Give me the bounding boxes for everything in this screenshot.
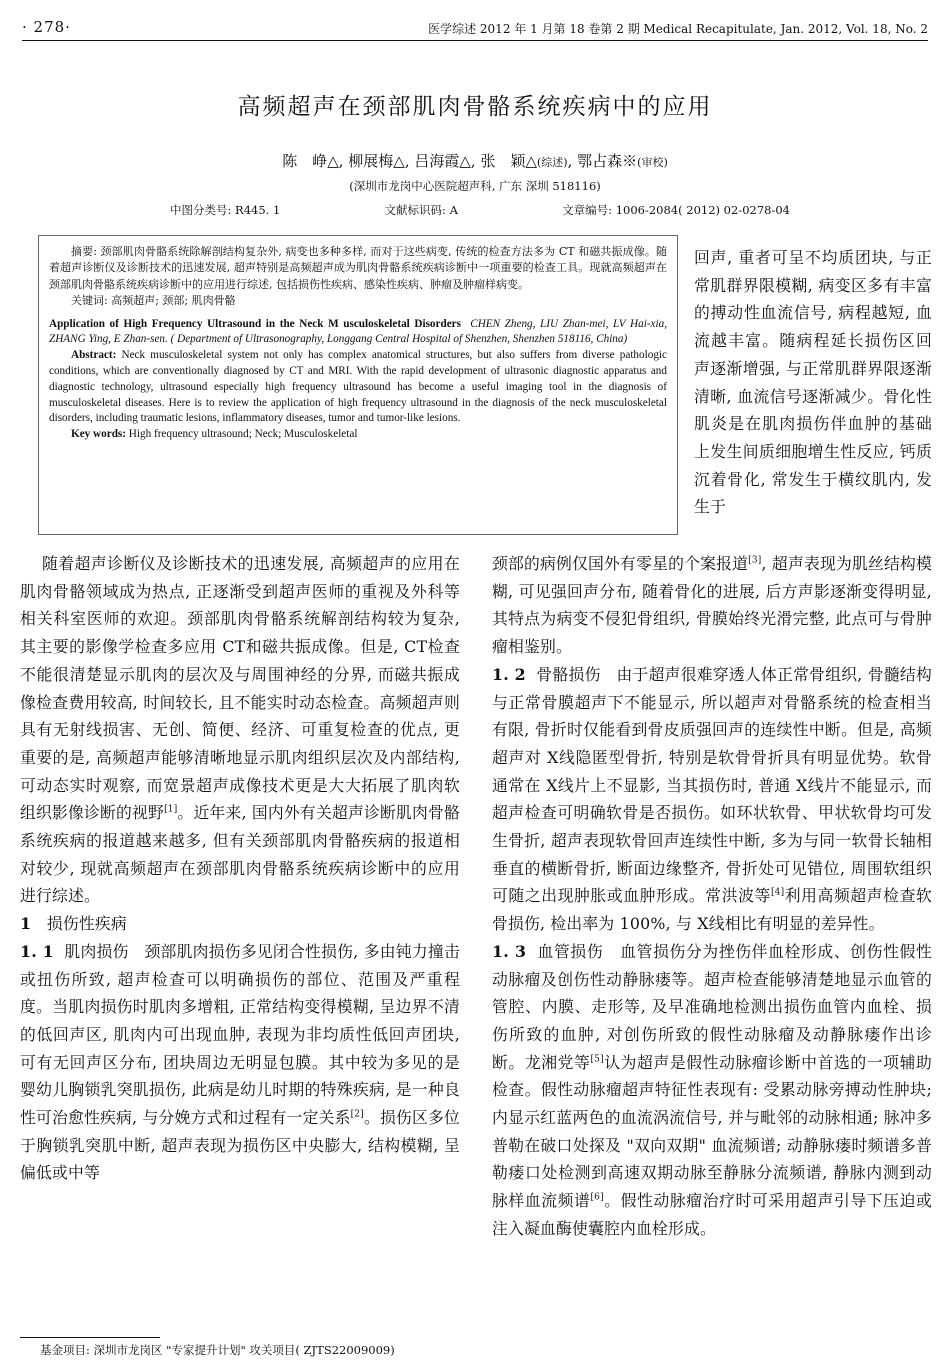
english-keywords-label: Key words: <box>71 428 126 441</box>
section-1-3-text-b: 认为超声是假性动脉瘤诊断中首选的一项辅助检查。假性动脉瘤超声特征性表现有: 受累动脉旁搏动性肿块; 内显示红蓝两色的血流涡流信号, 并与毗邻的动脉相通; 脉冲多普勒在破口处探及 "双向双期" 血流频谱; 动静脉瘘时频谱多普勒瘘口处检测到高速双期动脉至静脉分流频谱, 静脉内测到动脉样血流频谱 <box>492 1052 932 1211</box>
right-text-a: 颈部的病例仅国外有零星的个案报道 <box>492 554 749 573</box>
right-top-text: 回声, 重者可呈不均质团块, 与正常肌群界限模糊, 病变区多有丰富的搏动性血流信号, 病程越短, 血流越丰富。随病程延长损伤区回声逐渐增强, 与正常肌群界限逐渐清晰, 血流信号逐渐减少。骨化性肌炎是在肌肉损伤伴血肿的基础上发生间质细胞增生性反应, 钙质沉着骨化, 常发生于横纹肌内, 发生于 <box>694 248 932 517</box>
section-1-2 <box>492 661 932 938</box>
section-1-3-number: 1. 3 <box>492 941 527 961</box>
abstract-cn: 摘要: 颈部肌肉骨骼系统除解剖结构复杂外, 病变也多种多样, 而对于这些病变, 传统的检查方法多为 CT 和磁共振成像。随着超声诊断仪及诊断技术的迅速发展, 超声特别是高频超声成为肌肉骨骼系统疾病诊断中一项重要的检查工具。现就高频超声在颈部肌肉骨骼系统疾病诊断中的应用进行综述, 包括损伤性疾病、感染性疾病、肿瘤及肿瘤样病变。 <box>49 245 667 291</box>
article-title: 高频超声在颈部肌肉骨骼系统疾病中的应用 <box>237 94 713 120</box>
right-text-b: , 超声表现为肌丝结构模糊, 可见强回声分布, 随着骨化的进展, 后方声影逐渐变得明显, 其特点为病变不侵犯骨组织, 骨膜始终光滑完整, 此点可与骨肿瘤相鉴别。 <box>492 554 932 657</box>
footnote-rule <box>20 1337 160 1338</box>
supervisor-role: (审校) <box>637 156 668 169</box>
article-number: 文章编号: 1006-2084( 2012) 02-0278-04 <box>562 203 790 217</box>
english-keywords <box>49 427 667 443</box>
document-code: 文献标识码: A <box>384 203 458 217</box>
citation-ref: [4] <box>770 888 785 899</box>
citation-ref: [6] <box>590 1192 604 1203</box>
section-1-3-text-a: 血管损伤分为挫伤伴血栓形成、创伤性假性动脉瘤及创伤性动静脉瘘等。超声检查能够清楚地显示血管的管腔、内膜、走形等, 及早准确地检测出损伤血管内血栓、损伤所致的血肿, 对创伤所致的假性动脉瘤及动静脉瘘作出诊断。龙湘党等 <box>492 941 932 1072</box>
section-1-1-title: 肌肉损伤 <box>64 941 129 961</box>
section-1-3 <box>492 938 932 1243</box>
section-1-2-number: 1. 2 <box>492 664 526 684</box>
author-role-review: (综述) <box>537 156 568 169</box>
author-line: 陈 峥△, 柳展梅△, 吕海霞△, 张 颖△(综述), 鄂占森※(审校) <box>282 152 668 170</box>
header-rule <box>22 40 928 41</box>
citation-ref: [1] <box>164 805 178 816</box>
english-authors: CHEN Zheng, LIU Zhan-mei, LV Hai-xia, ZHANG Ying, E Zhan-sen. ( Department of Ultrasonography, Longgang Central Hospital of Shenzhen, Shenzhen 518116, China) <box>49 317 668 346</box>
section-1-2-title: 骨骼损伤 <box>536 664 601 684</box>
journal-header: 医学综述 2012 年 1 月第 18 卷第 2 期 Medical Recapitulate, Jan. 2012, Vol. 18, No. 2 <box>428 22 928 36</box>
clc-number: 中图分类号: R445. 1 <box>170 203 281 217</box>
intro-text-b: 。近年来, 国内外有关超声诊断肌肉骨骼系统疾病的报道越来越多, 但有关颈部肌肉骨骼疾病的报道相对较少, 现就高频超声在颈部肌肉骨骼系统疾病诊断中的应用进行综述。 <box>20 803 460 906</box>
section-1-2-text-b: 利用高频超声检查软骨损伤, 检出率为 100%, 与 X线相比有明显的差异性。 <box>492 886 932 934</box>
section-1-title: 损伤性疾病 <box>46 914 127 934</box>
english-abstract-text: Neck musculoskeletal system not only has complex anatomical structures, but also suffers from diverse pathologic conditions, which are conventionally diagnosed by CT and MRI. With the rapid development of ultrasonic diagnostic apparatus and diagnostic technology, ultrasound especially high frequency ultrasound has become a useful imaging tool in the diagnosis of musculoskeletal diseases. Here is to review the application of high frequency ultrasound in the diagnosis of the neck musculoskeletal disorders, including traumatic lesions, inflammatory diseases, tumor and tumor-like lesions. <box>49 349 667 425</box>
english-keywords-text: High frequency ultrasound; Neck; Musculoskeletal <box>128 428 358 441</box>
english-title: Application of High Frequency Ultrasound in the Neck M usculoskeletal Disorders <box>49 317 461 330</box>
right-top-column <box>694 244 932 521</box>
section-1-2-text-a: 由于超声很难穿透人体正常骨组织, 骨髓结构与正常骨膜超声下不能显示, 所以超声对骨骼系统的检查相当有限, 骨折时仅能看到骨皮质强回声的连续性中断。但是, 高频超声对 X线隐匿型骨折, 特别是软骨骨折具有明显优势。软骨通常在 X线片上不显影, 当其损伤时, 普通 X线片不能显示, 而超声检查可明确软骨是否损伤。如环状软骨、甲状软骨均可发生骨折, 超声表现软骨回声连续性中断, 多为与同一软骨长轴相垂直的横断骨折, 断面边缘整齐, 骨折处可见错位, 周围软组织可随之出现肿胀或血肿形成。常洪波等 <box>492 664 932 906</box>
right-continuation <box>492 550 932 661</box>
english-title-block <box>49 317 667 349</box>
section-1-number: 1 <box>20 914 32 934</box>
section-1-1 <box>20 938 460 1187</box>
section-1-1-text-a: 颈部肌肉损伤多见闭合性损伤, 多由钝力撞击或扭伤所致, 超声检查可以明确损伤的部位、范围及严重程度。当肌肉损伤时肌肉多增粗, 正常结构变得模糊, 呈边界不清的低回声区, 肌肉内可出现血肿, 表现为非均质性低回声团块, 可有无回声区分布, 团块周边无明显包膜。其中较为多见的是婴幼儿胸锁乳突肌损伤, 此病是幼儿时期的特殊疾病, 是一种良性可治愈性疾病, 与分娩方式和过程有一定关系 <box>20 941 460 1128</box>
left-column <box>20 550 460 1187</box>
article-meta <box>170 202 790 218</box>
section-1-3-title: 血管损伤 <box>537 941 604 961</box>
funding-footnote: 基金项目: 深圳市龙岗区 "专家提升计划" 攻关项目( ZJTS22009009) <box>40 1343 395 1357</box>
citation-ref: [3] <box>748 555 762 566</box>
english-abstract-label: Abstract: <box>71 349 117 362</box>
section-1-3-text-c: 。假性动脉瘤治疗时可采用超声引导下压迫或注入凝血酶使囊腔内血栓形成。 <box>492 1191 932 1238</box>
citation-ref: [5] <box>590 1054 604 1065</box>
right-column <box>492 550 932 1243</box>
intro-text-a: 随着超声诊断仪及诊断技术的迅速发展, 高频超声的应用在肌肉骨骼领域成为热点, 正逐渐受到超声医师的重视及外科等相关科室医师的欢迎。颈部肌肉骨骼系统解剖结构较为复杂, 其主要的影像学检查多应用 CT和磁共振成像。但是, CT检查不能很清楚显示肌肉的层次及与周围神经的分界, 而磁共振成像检查费用较高, 时间较长, 且不能实时动态检查。高频超声则具有无射线损害、无创、简便、经济、可重复检查的优点, 更重要的是, 高频超声能够清晰地显示肌肉组织层次及内部结构, 可动态实时观察, 而宽景超声成像技术更是大大拓展了肌肉软组织影像诊断的视野 <box>20 554 460 823</box>
keywords-cn: 关键词: 高频超声; 颈部; 肌肉骨骼 <box>71 294 236 308</box>
section-1-1-number: 1. 1 <box>20 941 54 961</box>
page-number: · 278· <box>22 18 71 36</box>
abstract-box <box>38 235 678 535</box>
section-1-1-text-b: 。损伤区多位于胸锁乳突肌中断, 超声表现为损伤区中央膨大, 结构模糊, 呈偏低或中等 <box>20 1108 460 1183</box>
english-abstract <box>49 348 667 427</box>
intro-paragraph <box>20 550 460 910</box>
citation-ref: [2] <box>350 1109 364 1120</box>
supervisor-name: 鄂占森※ <box>577 152 638 170</box>
author-names: 陈 峥△, 柳展梅△, 吕海霞△, 张 颖△ <box>282 152 537 170</box>
section-1-heading <box>20 910 460 938</box>
affiliation: (深圳市龙岗中心医院超声科, 广东 深圳 518116) <box>349 179 601 193</box>
